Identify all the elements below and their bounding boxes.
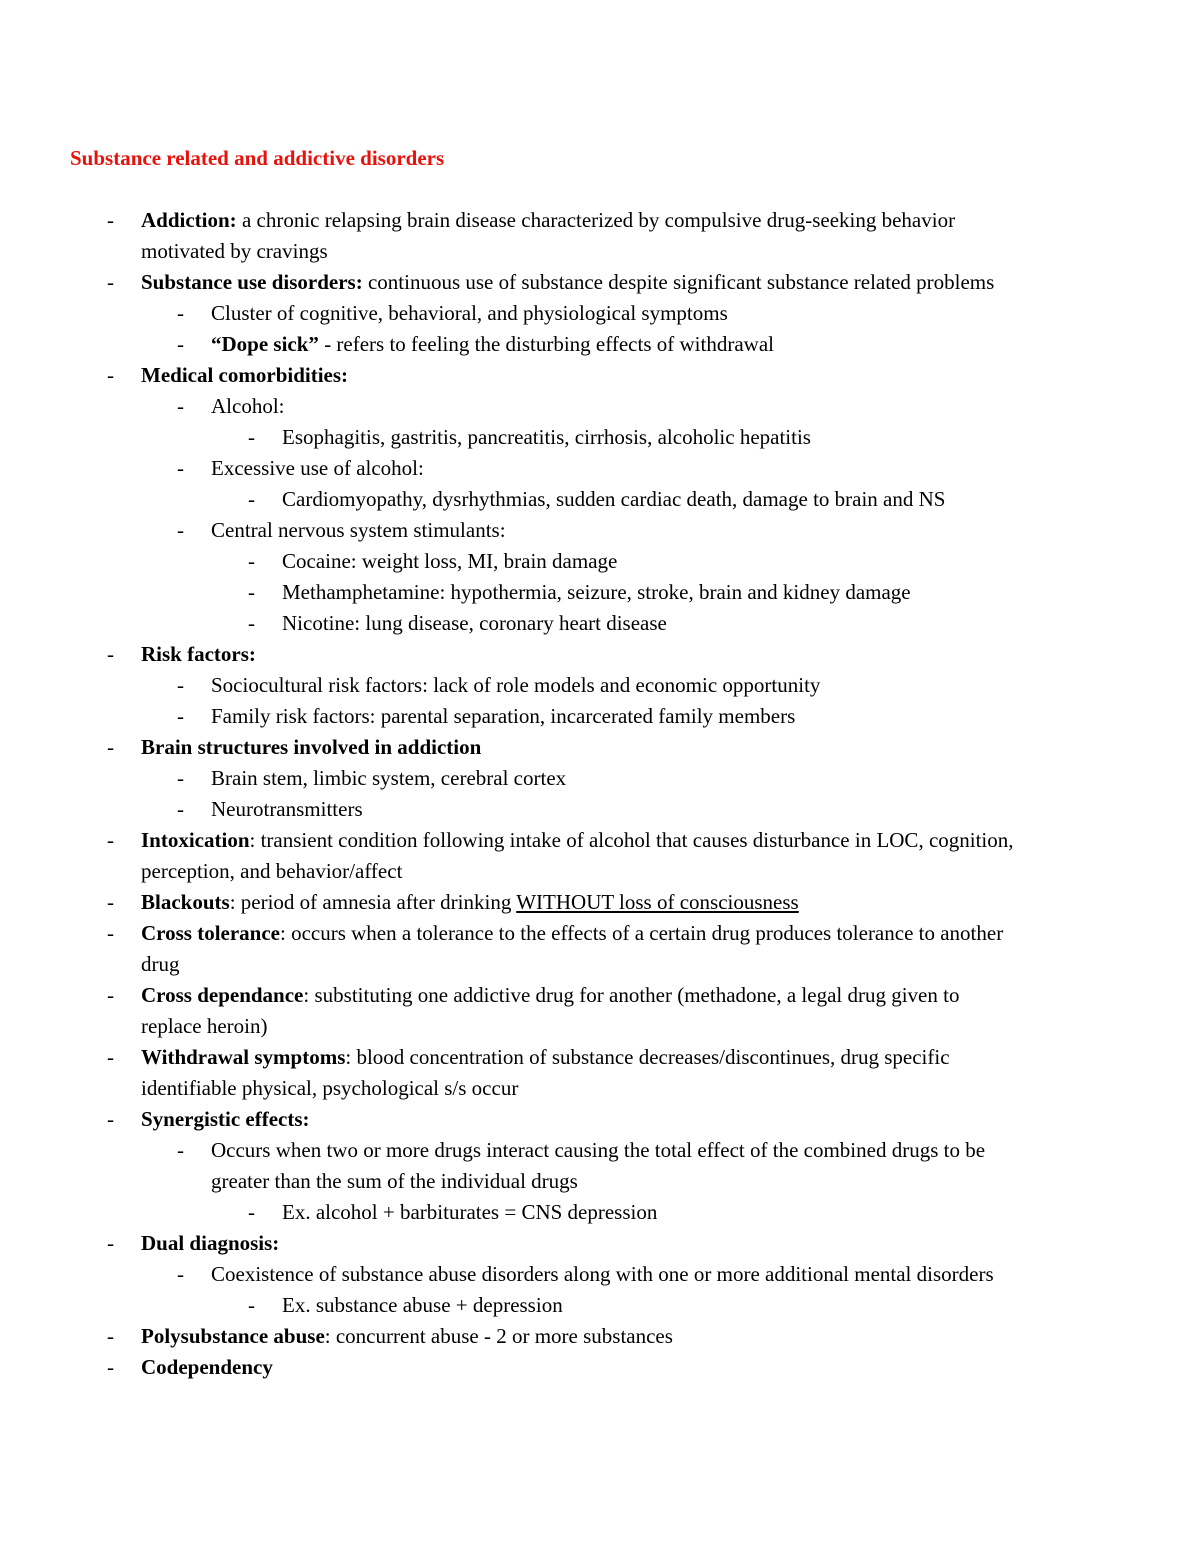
bullet-dash: -: [107, 1045, 114, 1069]
bullet-dash: -: [177, 766, 184, 790]
list-item-text: [141, 1042, 1200, 1073]
list-item-text: [282, 1290, 1200, 1321]
list-item-text: [141, 205, 1200, 236]
list-item: [0, 1197, 1200, 1228]
bullet-dash: -: [107, 1107, 114, 1131]
list-item: [0, 1259, 1200, 1290]
term-label: Polysubstance abuse: [141, 1324, 325, 1348]
list-item: [0, 453, 1200, 484]
term-description: Ex. alcohol + barbiturates = CNS depression: [282, 1200, 658, 1224]
list-item-text: [211, 298, 1200, 329]
list-item: [0, 1290, 1200, 1321]
bullet-dash: -: [107, 1355, 114, 1379]
term-label: Medical comorbidities:: [141, 363, 349, 387]
list-item-text: [211, 763, 1200, 794]
bullet-dash: -: [107, 735, 114, 759]
list-item: [0, 1228, 1200, 1259]
term-description: : concurrent abuse - 2 or more substances: [324, 1324, 673, 1348]
term-description: Ex. substance abuse + depression: [282, 1293, 563, 1317]
bullet-dash: -: [107, 363, 114, 387]
list-item: [0, 1042, 1200, 1104]
term-label: Withdrawal symptoms: [141, 1045, 346, 1069]
term-label: Dual diagnosis:: [141, 1231, 280, 1255]
bullet-dash: -: [248, 1200, 255, 1224]
list-item: [0, 577, 1200, 608]
list-item-continuation: identifiable physical, psychological s/s occur: [141, 1076, 519, 1100]
term-label: Brain structures involved in addiction: [141, 735, 482, 759]
term-description: Methamphetamine: hypothermia, seizure, stroke, brain and kidney damage: [282, 580, 911, 604]
list-item-text: [141, 360, 1200, 391]
bullet-dash: -: [248, 611, 255, 635]
list-item: [0, 484, 1200, 515]
term-description: Esophagitis, gastritis, pancreatitis, cirrhosis, alcoholic hepatitis: [282, 425, 811, 449]
term-label: Codependency: [141, 1355, 273, 1379]
term-description: Family risk factors: parental separation, incarcerated family members: [211, 704, 796, 728]
list-item-text: [282, 546, 1200, 577]
page-title: Substance related and addictive disorders: [70, 146, 445, 170]
list-item-text: [141, 732, 1200, 763]
term-description: continuous use of substance despite significant substance related problems: [362, 270, 995, 294]
term-description: a chronic relapsing brain disease characterized by compulsive drug-seeking behavior: [236, 208, 956, 232]
list-item-text: [282, 1197, 1200, 1228]
list-item-text: [282, 484, 1200, 515]
list-item: [0, 980, 1200, 1042]
list-item: [0, 1135, 1200, 1197]
list-item-text: [141, 1104, 1200, 1135]
list-item-text: [211, 391, 1200, 422]
term-description: Nicotine: lung disease, coronary heart disease: [282, 611, 667, 635]
bullet-dash: -: [107, 890, 114, 914]
term-description: Occurs when two or more drugs interact causing the total effect of the combined drugs to be: [211, 1138, 986, 1162]
term-description: : transient condition following intake of alcohol that causes disturbance in LOC, cognition,: [249, 828, 1014, 852]
list-item-text: [211, 794, 1200, 825]
list-item-text: [141, 267, 1200, 298]
term-description: Central nervous system stimulants:: [211, 518, 506, 542]
bullet-dash: -: [177, 704, 184, 728]
term-label: “Dope sick”: [211, 332, 319, 356]
bullet-dash: -: [107, 270, 114, 294]
list-item: [0, 360, 1200, 391]
list-item: [0, 918, 1200, 980]
list-item-text: [141, 825, 1200, 856]
list-item: [0, 267, 1200, 298]
bullet-dash: -: [248, 1293, 255, 1317]
bullet-dash: -: [248, 549, 255, 573]
bullet-dash: -: [248, 487, 255, 511]
list-item-text: [282, 608, 1200, 639]
list-item: [0, 825, 1200, 887]
term-description: Brain stem, limbic system, cerebral cortex: [211, 766, 567, 790]
list-item-continuation: perception, and behavior/affect: [141, 859, 403, 883]
list-item: [0, 608, 1200, 639]
term-description: Alcohol:: [211, 394, 285, 418]
bullet-dash: -: [177, 1262, 184, 1286]
list-item-text: [141, 918, 1200, 949]
list-item: [0, 1104, 1200, 1135]
list-item: [0, 515, 1200, 546]
list-item: [0, 391, 1200, 422]
list-item-text: [141, 887, 1200, 918]
list-item: [0, 329, 1200, 360]
term-description: Coexistence of substance abuse disorders along with one or more additional mental disorders: [211, 1262, 994, 1286]
term-label: Addiction:: [141, 208, 237, 232]
list-item-text: [141, 1352, 1200, 1383]
term-label: Risk factors:: [141, 642, 256, 666]
bullet-dash: -: [177, 518, 184, 542]
bullet-dash: -: [248, 425, 255, 449]
list-item-text: [211, 515, 1200, 546]
list-item: [0, 546, 1200, 577]
list-item-text: [282, 422, 1200, 453]
list-item: [0, 794, 1200, 825]
list-item-text: [141, 1228, 1200, 1259]
term-description: - refers to feeling the disturbing effects of withdrawal: [318, 332, 774, 356]
term-label: Synergistic effects:: [141, 1107, 310, 1131]
term-description: : period of amnesia after drinking: [229, 890, 517, 914]
list-item: [0, 1321, 1200, 1352]
term-label: Cross tolerance: [141, 921, 280, 945]
list-item: [0, 205, 1200, 267]
bullet-dash: -: [107, 983, 114, 1007]
term-description: Cocaine: weight loss, MI, brain damage: [282, 549, 618, 573]
bullet-dash: -: [248, 580, 255, 604]
list-item: [0, 639, 1200, 670]
bullet-dash: -: [177, 797, 184, 821]
list-item: [0, 670, 1200, 701]
list-item: [0, 701, 1200, 732]
term-description: : substituting one addictive drug for another (methadone, a legal drug given to: [303, 983, 960, 1007]
term-description: : blood concentration of substance decreases/discontinues, drug specific: [345, 1045, 950, 1069]
bullet-dash: -: [177, 301, 184, 325]
list-item-text: [211, 670, 1200, 701]
bullet-dash: -: [107, 642, 114, 666]
bullet-dash: -: [107, 1231, 114, 1255]
list-item-continuation: drug: [141, 952, 180, 976]
list-item: [0, 1352, 1200, 1383]
term-description: Neurotransmitters: [211, 797, 363, 821]
list-item-text: [211, 329, 1200, 360]
list-item: [0, 887, 1200, 918]
list-item: [0, 298, 1200, 329]
term-label: Intoxication: [141, 828, 250, 852]
list-item: [0, 422, 1200, 453]
term-description: : occurs when a tolerance to the effects of a certain drug produces tolerance to another: [280, 921, 1004, 945]
list-item-text: [141, 1321, 1200, 1352]
bullet-dash: -: [177, 394, 184, 418]
list-item-text: [141, 980, 1200, 1011]
list-item-continuation: greater than the sum of the individual drugs: [211, 1169, 578, 1193]
list-item-text: [211, 1135, 1200, 1166]
list-item-text: [211, 1259, 1200, 1290]
underlined-text: WITHOUT loss of consciousness: [516, 890, 799, 914]
list-item-text: [211, 701, 1200, 732]
bullet-dash: -: [107, 921, 114, 945]
list-item: [0, 732, 1200, 763]
list-item-text: [141, 639, 1200, 670]
bullet-dash: -: [177, 1138, 184, 1162]
term-description: Cardiomyopathy, dysrhythmias, sudden cardiac death, damage to brain and NS: [282, 487, 946, 511]
bullet-dash: -: [177, 673, 184, 697]
term-description: Cluster of cognitive, behavioral, and physiological symptoms: [211, 301, 728, 325]
term-description: Excessive use of alcohol:: [211, 456, 424, 480]
term-label: Substance use disorders:: [141, 270, 363, 294]
bullet-list: [0, 205, 1200, 1383]
bullet-dash: -: [177, 456, 184, 480]
term-label: Cross dependance: [141, 983, 304, 1007]
term-description: Sociocultural risk factors: lack of role models and economic opportunity: [211, 673, 821, 697]
list-item-continuation: motivated by cravings: [141, 239, 328, 263]
bullet-dash: -: [177, 332, 184, 356]
bullet-dash: -: [107, 1324, 114, 1348]
list-item-continuation: replace heroin): [141, 1014, 268, 1038]
list-item-text: [211, 453, 1200, 484]
term-label: Blackouts: [141, 890, 230, 914]
list-item-text: [282, 577, 1200, 608]
bullet-dash: -: [107, 208, 114, 232]
bullet-dash: -: [107, 828, 114, 852]
list-item: [0, 763, 1200, 794]
